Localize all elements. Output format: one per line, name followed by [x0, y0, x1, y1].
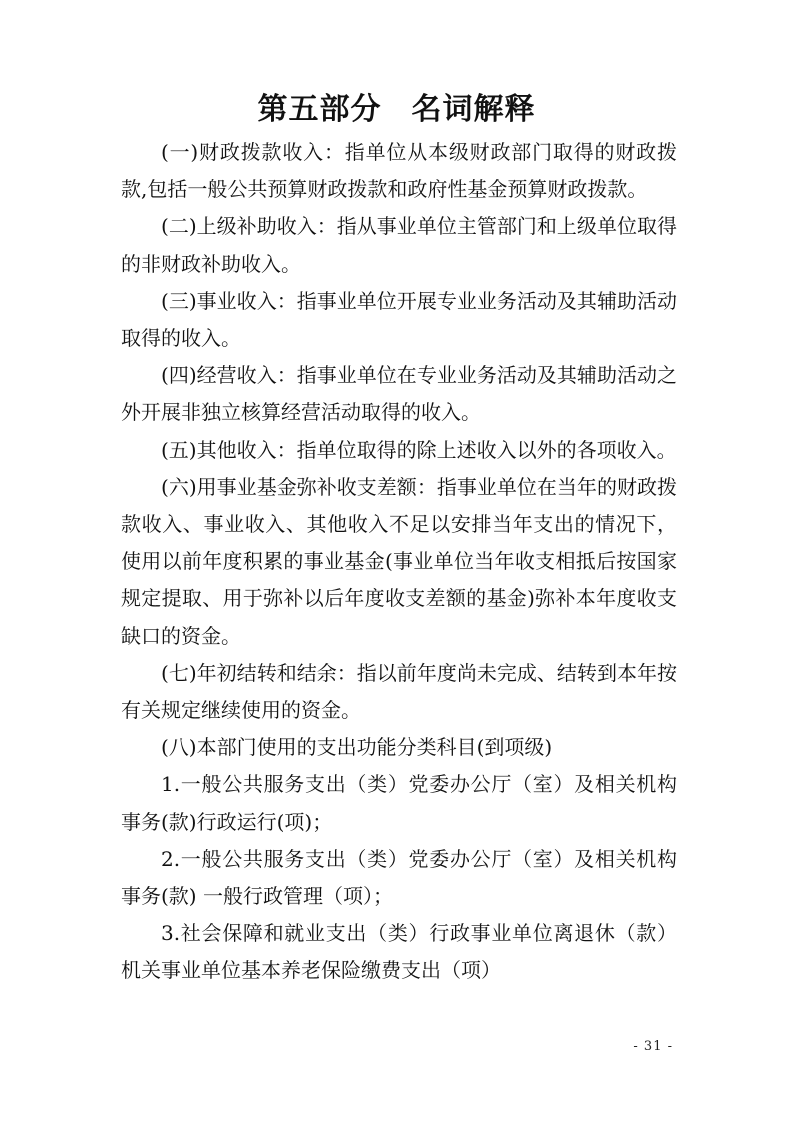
paragraph-4: (四)经营收入：指事业单位在专业业务活动及其辅助活动之外开展非独立核算经营活动取得的收入。 — [121, 363, 677, 425]
document-body — [121, 134, 677, 990]
paragraph-7: (七)年初结转和结余：指以前年度尚未完成、结转到本年按有关规定继续使用的资金。 — [121, 660, 677, 723]
paragraph-5: (五)其他收入：指单位取得的除上述收入以外的各项收入。 — [161, 437, 677, 462]
page-title — [0, 90, 793, 130]
paragraph-10: 2.一般公共服务支出（类）党委办公厅（室）及相关机构事务(款) 一般行政管理（项）； — [121, 846, 677, 909]
title-part: 第五部分 — [257, 92, 382, 127]
title-name: 名词解释 — [411, 92, 536, 127]
paragraph-2: (二)上级补助收入：指从事业单位主管部门和上级单位取得的非财政补助收入。 — [121, 214, 677, 276]
paragraph-8: (八)本部门使用的支出功能分类科目(到项级) — [161, 735, 553, 760]
paragraph-11: 3.社会保障和就业支出（类）行政事业单位离退休（款）机关事业单位基本养老保险缴费支出（项） — [121, 921, 677, 983]
paragraph-6: (六)用事业基金弥补收支差额：指事业单位在当年的财政拨款收入、事业收入、其他收入不足以安排当年支出的情况下，使用以前年度积累的事业基金(事业单位当年收支相抵后按国家规定提取、用于弥补以后年度收支差额的基金)弥补本年度收支缺口的资金。 — [121, 474, 677, 648]
page-number: - 31 - — [633, 1039, 673, 1054]
paragraph-1: (一)财政拨款收入：指单位从本级财政部门取得的财政拨款,包括一般公共预算财政拨款和政府性基金预算财政拨款。 — [121, 140, 677, 202]
paragraph-9: 1.一般公共服务支出（类）党委办公厅（室）及相关机构事务(款)行政运行(项)； — [121, 772, 677, 834]
paragraph-3: (三)事业收入：指事业单位开展专业业务活动及其辅助活动取得的收入。 — [121, 288, 677, 351]
